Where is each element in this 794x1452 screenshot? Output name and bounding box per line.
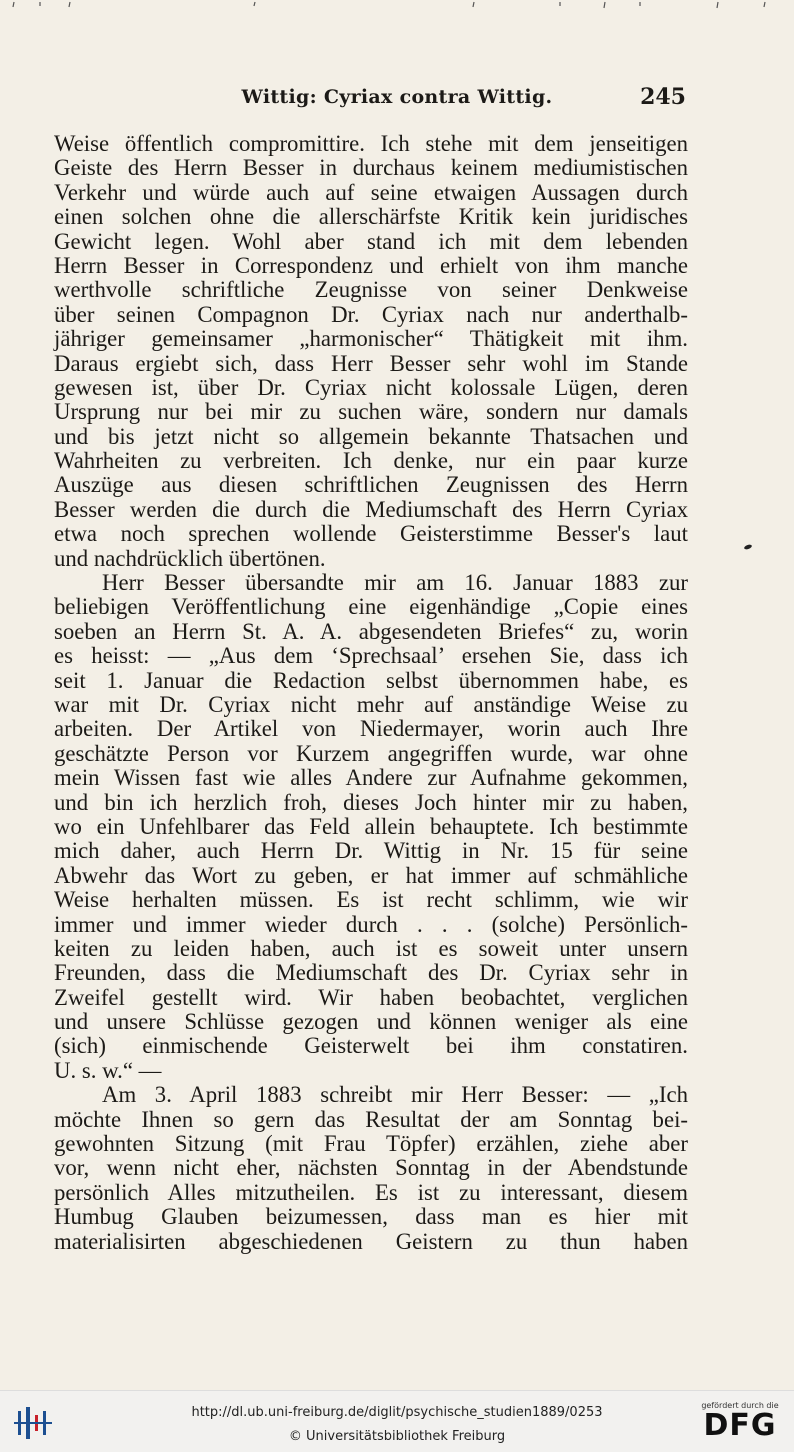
dfg-wordmark: DFG (703, 1408, 777, 1443)
text-line: und bis jetzt nicht so allgemein bekannte Thatsachen und (54, 423, 688, 449)
paragraph-first-line: Am 3. April 1883 schreibt mir Herr Besser: — „Ich (102, 1082, 688, 1108)
text-line: arbeiten. Der Artikel von Niedermayer, worin auch Ihre (54, 716, 688, 742)
page-number: 245 (640, 84, 686, 110)
page-edge-marks (0, 0, 794, 20)
text-line: keiten zu leiden haben, auch ist es soweit unter unsern (54, 935, 688, 961)
text-line: immer und immer wieder durch . . . (solche) Persönlich- (54, 911, 688, 937)
text-line: Auszüge aus diesen schriftlichen Zeugnissen des Herrn (54, 472, 688, 498)
text-line: Verkehr und würde auch auf seine etwaigen Aussagen durch (54, 179, 688, 205)
viewer-footer (0, 1390, 794, 1452)
text-line: es heisst: — „Aus dem ‘Sprechsaal’ ersehen Sie, dass ich (54, 643, 688, 669)
text-line: werthvolle schriftliche Zeugnisse von seiner Denkweise (54, 277, 688, 303)
text-line: mein Wissen fast wie alles Andere zur Aufnahme gekommen, (54, 765, 688, 791)
text-line: persönlich Alles mitzutheilen. Es ist zu interessant, diesem (54, 1179, 688, 1205)
text-line: mich daher, auch Herrn Dr. Wittig in Nr. 15 für seine (54, 838, 688, 864)
text-line: Herrn Besser in Correspondenz und erhielt von ihm manche (54, 252, 688, 278)
text-line: und nachdrücklich übertönen. (54, 545, 326, 571)
text-line: Weise herhalten müssen. Es ist recht schlimm, wie wir (54, 887, 688, 913)
text-line: Besser werden die durch die Mediumschaft des Herrn Cyriax (54, 496, 688, 522)
page-header (0, 86, 794, 116)
text-line: Abwehr das Wort zu geben, er hat immer auf schmähliche (54, 862, 688, 888)
text-line: wo ein Unfehlbarer das Feld allein behauptete. Ich bestimmte (54, 813, 688, 839)
ink-smudge (744, 544, 753, 550)
text-line: beliebigen Veröffentlichung eine eigenhändige „Copie eines (54, 594, 688, 620)
text-line: einen solchen ohne die allerschärfste Kritik kein juridisches (54, 204, 688, 230)
text-line: Freunden, dass die Mediumschaft des Dr. Cyriax sehr in (54, 960, 688, 986)
body-text (54, 132, 688, 1254)
text-line: Ursprung nur bei mir zu suchen wäre, sondern nur damals (54, 399, 688, 425)
text-line: gewesen ist, über Dr. Cyriax nicht kolossale Lügen, deren (54, 374, 688, 400)
text-line: war mit Dr. Cyriax nicht mehr auf anständige Weise zu (54, 691, 688, 717)
text-line: Weise öffentlich compromittire. Ich stehe mit dem jenseitigen (54, 131, 688, 156)
dfg-caption: gefördert durch die (701, 1401, 779, 1410)
text-line: und unsere Schlüsse gezogen und können weniger als eine (54, 1009, 688, 1035)
text-line: Humbug Glauben beizumessen, dass man es hier mit (54, 1204, 688, 1230)
text-line: etwa noch sprechen wollende Geisterstimme Besser's laut (54, 521, 688, 547)
text-line: und bin ich herzlich froh, dieses Joch hinter mir zu haben, (54, 789, 688, 815)
text-line: Gewicht legen. Wohl aber stand ich mit dem lebenden (54, 228, 688, 254)
paragraph-first-line: Herr Besser übersandte mir am 16. Januar 1883 zur (102, 570, 688, 596)
text-line: Geiste des Herrn Besser in durchaus keinem mediumistischen (54, 155, 688, 181)
text-line: seit 1. Januar die Redaction selbst übernommen habe, es (54, 667, 688, 693)
text-line: Daraus ergiebt sich, dass Herr Besser sehr wohl im Stande (54, 350, 688, 376)
text-line: gewohnten Sitzung (mit Frau Töpfer) erzählen, ziehe aber (54, 1131, 688, 1157)
text-line: soeben an Herrn St. A. A. abgesendeten Briefes“ zu, worin (54, 618, 688, 644)
text-line: Zweifel gestellt wird. Wir haben beobachtet, verglichen (54, 984, 688, 1010)
text-line: materialisirten abgeschiedenen Geistern zu thun haben (54, 1228, 688, 1254)
copyright-notice: © Universitätsbibliothek Freiburg (288, 1429, 506, 1444)
text-line: (sich) einmischende Geisterwelt bei ihm constatiren. (54, 1033, 688, 1059)
text-line: möchte Ihnen so gern das Resultat der am Sonntag bei- (54, 1106, 688, 1132)
text-line: geschätzte Person vor Kurzem angegriffen wurde, war ohne (54, 740, 688, 766)
text-line: Wahrheiten zu verbreiten. Ich denke, nur ein paar kurze (54, 448, 688, 474)
running-head: Wittig: Cyriax contra Wittig. (241, 86, 553, 108)
permalink-url[interactable]: http://dl.ub.uni-freiburg.de/diglit/psychische_studien1889/0253 (191, 1405, 603, 1420)
text-line: jähriger gemeinsamer „harmonischer“ Thätigkeit mit ihm. (54, 326, 688, 352)
text-line: vor, wenn nicht eher, nächsten Sonntag in der Abendstunde (54, 1155, 688, 1181)
text-line: U. s. w.“ — (54, 1057, 162, 1083)
dfg-logo[interactable] (694, 1401, 786, 1447)
text-line: über seinen Compagnon Dr. Cyriax nach nur anderthalb- (54, 301, 688, 327)
